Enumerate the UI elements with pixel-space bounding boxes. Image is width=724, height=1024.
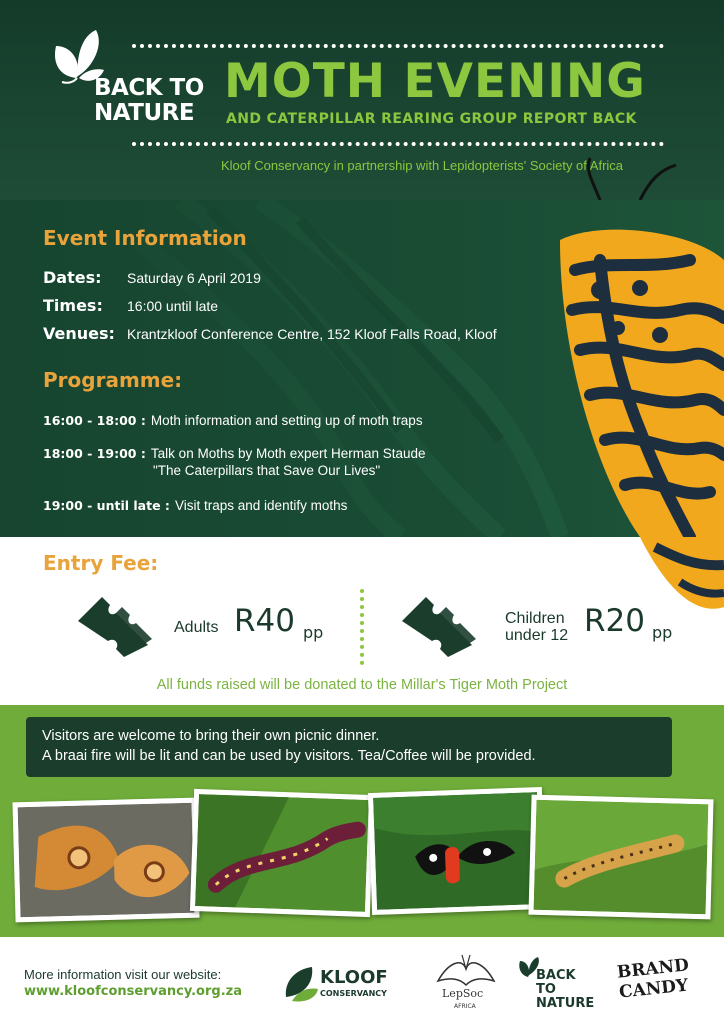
programme-desc: Visit traps and identify moths bbox=[175, 498, 348, 513]
venues-value: Krantzkloof Conference Centre, 152 Kloof Falls Road, Kloof bbox=[127, 326, 497, 342]
photo-wasp-moth bbox=[368, 787, 546, 915]
programme-time: 19:00 - until late : bbox=[43, 498, 170, 513]
kloof-conservancy-logo bbox=[282, 963, 412, 1007]
brand-candy-logo bbox=[616, 955, 708, 1009]
btn-logo-text: BACK TO NATURE bbox=[536, 968, 595, 1011]
entry-fee-heading: Entry Fee: bbox=[43, 551, 159, 575]
children-label-line1: Children bbox=[505, 610, 565, 627]
times-value: 16:00 until late bbox=[127, 298, 219, 314]
footer bbox=[0, 937, 724, 1024]
programme-talk-title: "The Caterpillars that Save Our Lives" bbox=[153, 463, 381, 478]
lepsoc-africa-text: AFRICA bbox=[454, 1003, 476, 1010]
logo-text: BACK TO NATURE bbox=[94, 75, 204, 126]
dates-value: Saturday 6 April 2019 bbox=[127, 270, 261, 286]
programme-desc: Moth information and setting up of moth traps bbox=[150, 413, 423, 428]
lepsoc-moth-icon bbox=[434, 951, 498, 987]
programme-heading: Programme: bbox=[43, 368, 183, 392]
brand-candy-text: BRAND CANDY bbox=[616, 955, 690, 1003]
children-unit: pp bbox=[652, 623, 673, 642]
fee-divider bbox=[360, 589, 364, 665]
adults-label: Adults bbox=[174, 619, 219, 636]
event-info-heading: Event Information bbox=[43, 226, 247, 250]
entry-fee-section bbox=[0, 537, 724, 705]
lepsoc-text: LepSoc bbox=[442, 987, 484, 1000]
header-banner bbox=[0, 0, 724, 200]
page-subtitle: AND CATERPILLAR REARING GROUP REPORT BACK bbox=[226, 111, 637, 127]
programme-time: 18:00 - 19:00 : bbox=[43, 446, 146, 461]
photo-emperor-moth bbox=[12, 798, 199, 923]
more-info-text: More information visit our website: bbox=[24, 967, 222, 982]
visitor-notes bbox=[26, 717, 672, 777]
moth-antenna-graphic bbox=[0, 0, 724, 200]
programme-time: 16:00 - 18:00 : bbox=[43, 413, 146, 428]
kloof-text: KLOOF bbox=[320, 967, 388, 988]
adults-price: R40 bbox=[234, 603, 295, 639]
kloof-leaf-icon bbox=[282, 963, 320, 1003]
children-label-line2: under 12 bbox=[505, 627, 569, 644]
back-to-nature-footer-logo bbox=[518, 955, 598, 1011]
dates-label: Dates: bbox=[43, 268, 102, 287]
children-price: R20 bbox=[584, 603, 645, 639]
partner-line: Kloof Conservancy in partnership with Lepidopterists' Society of Africa bbox=[220, 158, 624, 173]
website-link[interactable]: www.kloofconservancy.org.za bbox=[24, 984, 242, 999]
photo-caterpillar-striped bbox=[190, 789, 374, 917]
programme-item bbox=[43, 410, 423, 429]
ticket-icon bbox=[76, 595, 154, 657]
event-section bbox=[0, 200, 724, 537]
programme-item bbox=[43, 443, 426, 483]
ticket-icon bbox=[400, 595, 478, 657]
venues-label: Venues: bbox=[43, 324, 115, 343]
photo-hairy-caterpillar bbox=[528, 795, 713, 920]
note-line: A braai fire will be lit and can be used by visitors. Tea/Coffee will be provided. bbox=[42, 748, 536, 764]
funds-note: All funds raised will be donated to the Millar's Tiger Moth Project bbox=[156, 677, 568, 693]
lepsoc-logo bbox=[434, 951, 500, 1015]
note-line: Visitors are welcome to bring their own picnic dinner. bbox=[42, 728, 380, 744]
page-title: MOTH EVENING bbox=[224, 54, 646, 109]
times-label: Times: bbox=[43, 296, 103, 315]
conservancy-text: CONSERVANCY bbox=[320, 989, 387, 998]
adults-unit: pp bbox=[303, 623, 324, 642]
programme-item bbox=[43, 495, 347, 514]
children-label bbox=[505, 610, 568, 644]
programme-desc: Talk on Moths by Moth expert Herman Staude bbox=[150, 446, 426, 461]
